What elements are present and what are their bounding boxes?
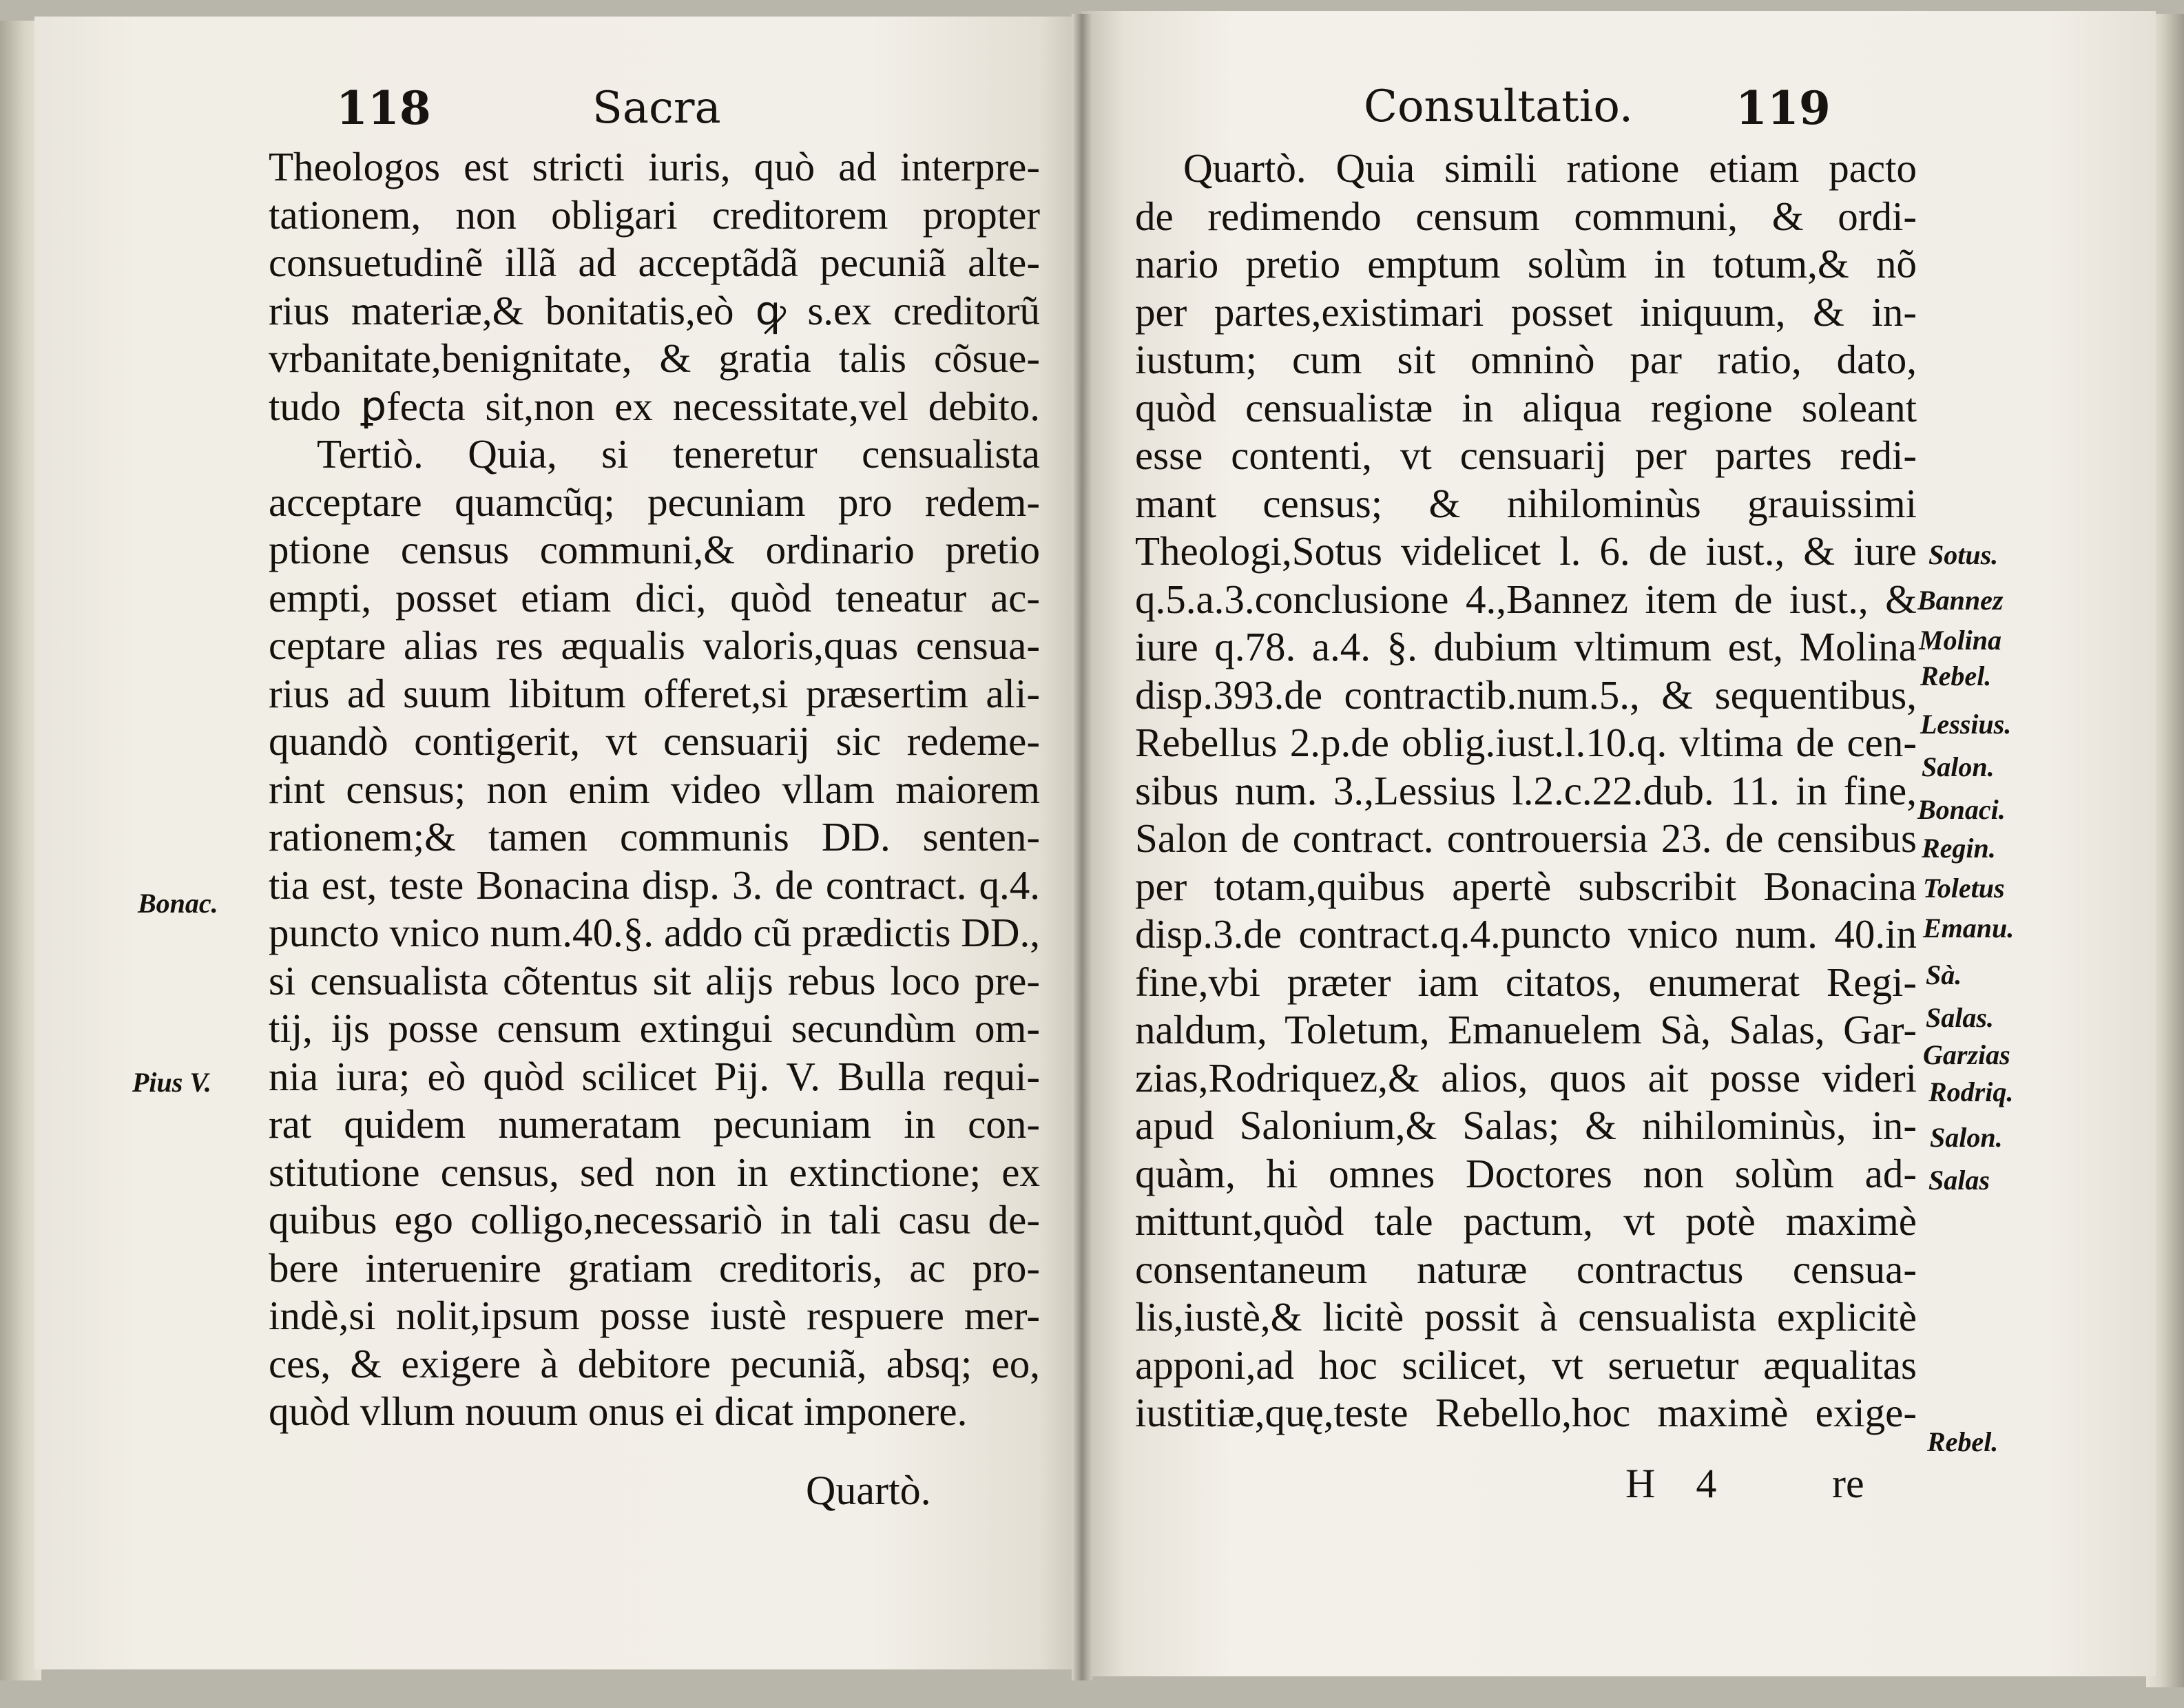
text-line: bere interuenire gratiam creditoris, ac pro-	[269, 1244, 1040, 1291]
text-line: empti, posset etiam dici, quòd teneatur ac-	[269, 574, 1040, 621]
catchword: Quartò.	[806, 1468, 931, 1513]
text-line: rationem;& tamen communis DD. senten-	[269, 814, 1040, 860]
text-line: apud Salonium,& Salas; & nihilominùs, in-	[1135, 1103, 1917, 1148]
margin-note: Salon.	[1930, 1122, 2003, 1153]
text-line: mant census; & nihilominùs grauissimi	[1135, 480, 1917, 526]
text-line: rat quidem numeratam pecuniam in con-	[269, 1101, 1040, 1147]
text-line: tia est, teste Bonacina disp. 3. de contract. q.4.	[269, 862, 1040, 908]
text-line: si censualista cõtentus sit alijs rebus loco pre-	[269, 957, 1040, 1003]
text-line: tij, ijs posse censum extingui secundùm om-	[269, 1006, 1040, 1051]
text-line: nario pretio emptum solùm in totum,& nõ	[1135, 241, 1917, 287]
text-line: tationem, non obligari creditorem propter	[269, 191, 1040, 238]
text-line: acceptare quamcũq; pecuniam pro redem-	[269, 479, 1040, 525]
margin-note: Pius V.	[132, 1067, 211, 1098]
text-line: ptione census communi,& ordinario pretio	[269, 527, 1040, 572]
text-line: iustum; cum sit omninò par ratio, dato,	[1135, 337, 1917, 382]
margin-note: Rebel.	[1927, 1426, 1999, 1457]
text-line: per totam,quibus apertè subscribit Bonacina	[1135, 863, 1917, 909]
text-line: disp.393.de contractib.num.5., & sequentibus,	[1135, 671, 1917, 718]
text-line: ces, & exigere à debitore pecuniã, absq; eo,	[269, 1340, 1040, 1386]
margin-note: Salas.	[1926, 1002, 1994, 1033]
margin-note: Toletus	[1923, 873, 2005, 904]
catchword: re	[1832, 1461, 1864, 1506]
text-line: Salon de contract. controuersia 23. de censibus	[1135, 815, 1917, 861]
text-line: consentaneum naturæ contractus censua-	[1135, 1246, 1917, 1292]
text-line: tudo ꝑfecta sit,non ex necessitate,vel debito.	[269, 383, 1040, 429]
margin-note: Salas	[1928, 1165, 1990, 1196]
text-line: quandò contigerit, vt censuarij sic redeme-	[269, 718, 1040, 764]
text-line: disp.3.de contract.q.4.puncto vnico num. 40.in	[1135, 911, 1917, 957]
text-line: Rebellus 2.p.de oblig.iust.l.10.q. vltima de cen-	[1135, 720, 1917, 765]
text-line: rius materiæ,& bonitatis,eò ꝙ s.ex creditorũ	[269, 287, 1040, 333]
text-line: Theologos est stricti iuris, quò ad interpre-	[269, 144, 1040, 189]
text-line: quàm, hi omnes Doctores non solùm ad-	[1135, 1150, 1917, 1196]
text-line: quibus ego colligo,necessariò in tali casu de-	[269, 1197, 1040, 1242]
margin-note: Rodriq.	[1928, 1076, 2014, 1107]
right-running-head: Consultatio.	[1364, 81, 1634, 132]
gutter	[1072, 14, 1092, 1680]
margin-note: Garzias	[1923, 1039, 2010, 1070]
margin-note: Sà.	[1926, 959, 1962, 990]
left-folio: 118	[336, 81, 431, 135]
text-line: Quartò. Quia simili ratione etiam pacto	[1183, 145, 1917, 191]
text-line: vrbanitate,benignitate, & gratia talis cõsue-	[269, 335, 1040, 381]
text-line: Theologi,Sotus videlicet l. 6. de iust., & iure	[1135, 528, 1917, 574]
text-line: puncto vnico num.40.§. addo cũ prædictis DD.,	[269, 910, 1040, 955]
text-line: per partes,existimari posset iniquum, & in-	[1135, 289, 1917, 335]
text-line: rint census; non enim video vllam maiorem	[269, 766, 1040, 812]
margin-note: Bannez	[1917, 585, 2004, 616]
text-line: fine,vbi præter iam citatos, enumerat Regi-	[1135, 959, 1917, 1005]
right-text-block	[1135, 145, 1917, 1437]
margin-note: Emanu.	[1923, 913, 2015, 944]
text-line: rius ad suum libitum offeret,si præsertim ali-	[269, 670, 1040, 716]
right-folio: 119	[1736, 81, 1831, 135]
text-line: Tertiò. Quia, si teneretur censualista	[317, 431, 1040, 477]
margin-note: Molina	[1919, 625, 2002, 656]
text-line: stitutione census, sed non in extinctione; ex	[269, 1149, 1040, 1195]
margin-note: Lessius.	[1920, 709, 2012, 740]
text-line: iustitiæ,quę,teste Rebello,hoc maximè exige-	[1135, 1390, 1917, 1435]
text-line: de redimendo censum communi, & ordi-	[1135, 193, 1917, 239]
margin-note: Salon.	[1922, 751, 1995, 782]
text-line: indè,si nolit,ipsum posse iustè respuere mer-	[269, 1293, 1040, 1338]
margin-note: Bonaci.	[1917, 794, 2006, 825]
text-line: quòd vllum nouum onus ei dicat imponere.	[269, 1388, 968, 1434]
text-line: ceptare alias res æqualis valoris,quas censua-	[269, 623, 1040, 668]
left-text-block	[269, 143, 1040, 1436]
text-line: iure q.78. a.4. §. dubium vltimum est, Molina	[1135, 624, 1917, 669]
text-line: lis,iustè,& licitè possit à censualista explicitè	[1135, 1294, 1917, 1340]
left-running-head: Sacra	[592, 83, 721, 134]
text-line: naldum, Toletum, Emanuelem Sà, Salas, Gar-	[1135, 1007, 1917, 1052]
text-line: nia iura; eò quòd scilicet Pij. V. Bulla requi-	[269, 1053, 1040, 1099]
text-line: esse contenti, vt censuarij per partes redi-	[1135, 433, 1917, 478]
text-line: q.5.a.3.conclusione 4.,Bannez item de iust., &	[1135, 576, 1917, 622]
margin-note: Regin.	[1922, 833, 1996, 864]
margin-note: Bonac.	[138, 888, 218, 919]
text-line: sibus num. 3.,Lessius l.2.c.22.dub. 11. in fine,	[1135, 767, 1917, 813]
margin-note: Rebel.	[1920, 660, 1992, 691]
text-line: mittunt,quòd tale pactum, vt potè maximè	[1135, 1198, 1917, 1244]
text-line: apponi,ad hoc scilicet, vt seruetur æqualitas	[1135, 1342, 1917, 1388]
signature-mark: H 4	[1625, 1461, 1732, 1506]
text-line: consuetudinẽ illã ad acceptãdã pecuniã alte-	[269, 240, 1040, 285]
text-line: zias,Rodriquez,& alios, quos ait posse videri	[1135, 1054, 1917, 1101]
margin-note: Sotus.	[1928, 539, 1999, 570]
text-line: quòd censualistæ in aliqua regione soleant	[1135, 384, 1917, 430]
